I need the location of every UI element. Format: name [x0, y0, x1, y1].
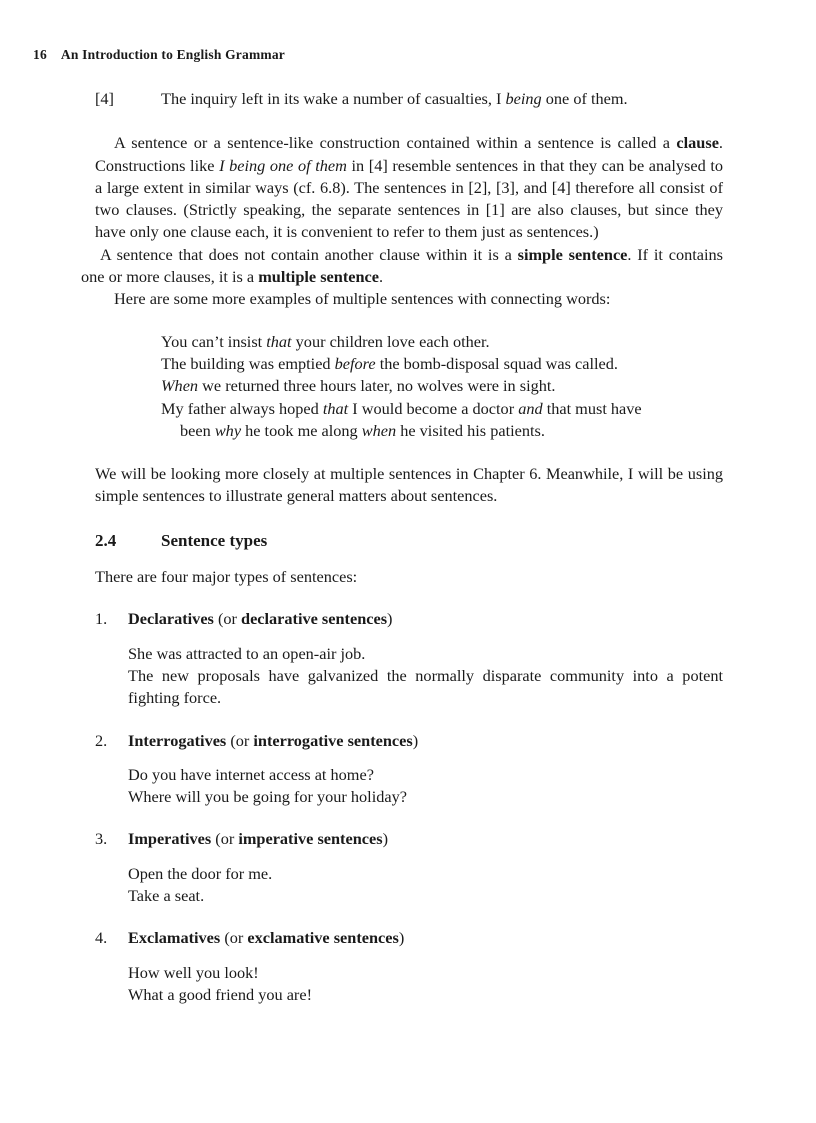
example-line: My father always hoped that I would become a doctor and that must have	[161, 398, 642, 418]
type-heading: 1. Declaratives (or declarative sentences)	[95, 609, 393, 629]
example-sentence: She was attracted to an open-air job.	[128, 643, 366, 663]
type-heading: 3. Imperatives (or imperative sentences)	[95, 829, 388, 849]
type-heading: 4. Exclamatives (or exclamative sentences)	[95, 928, 405, 948]
type-heading: 2. Interrogatives (or interrogative sentences)	[95, 730, 419, 750]
multiple-sentence-examples	[161, 331, 723, 442]
paragraph-simple-multiple: A sentence that does not contain another clause within it is a simple sentence. If it contains one or more clauses, it is a multiple sentence.	[81, 244, 723, 287]
example-line-continuation: been why he took me along when he visited his patients.	[180, 420, 545, 440]
sentence-type-interrogatives	[95, 730, 723, 809]
type-examples	[95, 863, 723, 908]
sentence-type-imperatives	[95, 828, 723, 907]
example-sentence: Where will you be going for your holiday?	[128, 787, 407, 807]
example-line: You can’t insist that your children love each other.	[161, 331, 490, 351]
page-body	[81, 88, 724, 1026]
paragraph-examples-intro: Here are some more examples of multiple sentences with connecting words:	[114, 289, 611, 309]
type-examples	[95, 764, 723, 809]
example-sentence: How well you look!	[128, 962, 259, 982]
paragraph-clause-definition: A sentence or a sentence-like construction contained within a sentence is called a clause. Constructions like I being one of them in [4] resemble sentences in that they can be analysed to a large extent in similar ways (cf. 6.8). The sentences in [2], [3], and [4] therefore all consist of two clauses. (Strictly speaking, the separate sentences in [1] are also clauses, but since they have only one clause each, it is convenient to refer to them just as sentences.)	[95, 133, 724, 242]
section-number: 2.4	[95, 530, 117, 550]
sentence-type-declaratives	[95, 608, 723, 709]
example-sentence: Open the door for me.	[128, 863, 273, 883]
paragraph-types-intro: There are four major types of sentences:	[95, 567, 358, 587]
page-number: 16	[33, 47, 47, 62]
example-4	[95, 88, 723, 110]
section-title: Sentence types	[161, 530, 268, 550]
type-examples	[95, 962, 723, 1007]
sentence-type-exclamatives	[95, 927, 723, 1006]
running-header	[33, 47, 285, 63]
example-line: The building was emptied before the bomb-disposal squad was called.	[161, 353, 618, 373]
example-sentence: What a good friend you are!	[128, 984, 312, 1004]
example-number: [4]	[95, 89, 114, 108]
example-sentence: Take a seat.	[128, 886, 205, 906]
example-line: When we returned three hours later, no wolves were in sight.	[161, 376, 556, 396]
paragraph-chapter-6: We will be looking more closely at multiple sentences in Chapter 6. Meanwhile, I will be using simple sentences to illustrate general matters about sentences.	[95, 464, 723, 506]
type-examples	[95, 643, 723, 710]
book-title: An Introduction to English Grammar	[60, 47, 285, 62]
section-heading	[95, 530, 723, 552]
example-sentence: The new proposals have galvanized the normally disparate community into a potent fighting force.	[128, 665, 723, 708]
example-sentence: Do you have internet access at home?	[128, 764, 374, 784]
example-text: The inquiry left in its wake a number of casualties, I being one of them.	[161, 89, 628, 108]
